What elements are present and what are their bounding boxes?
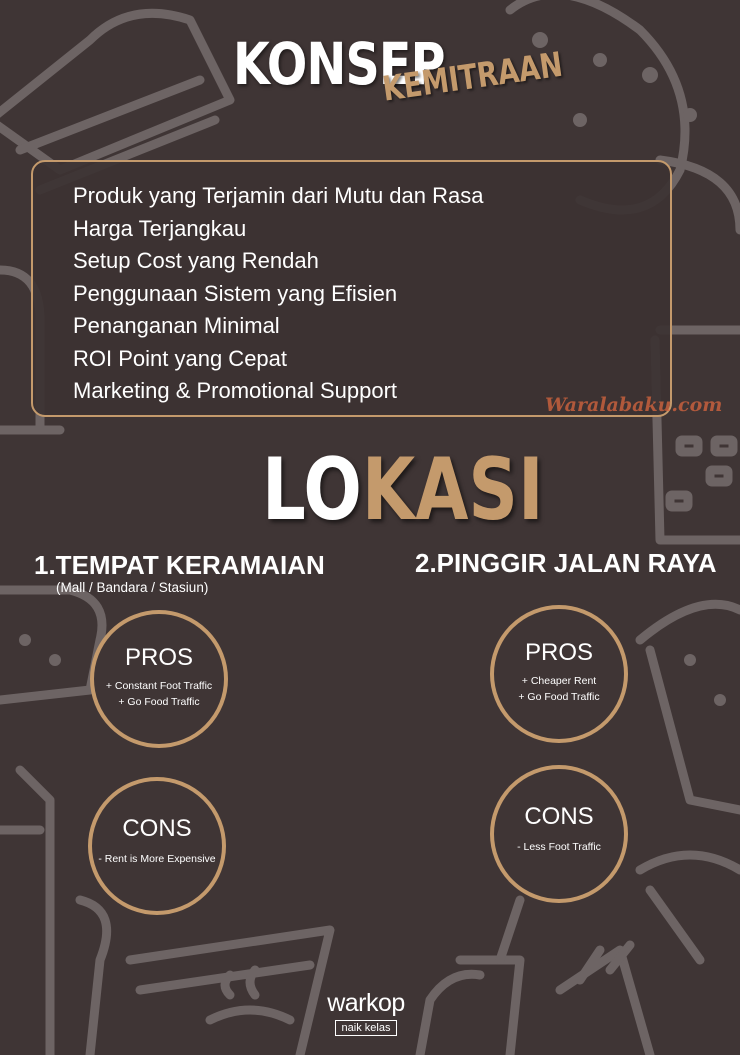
feature-item: ROI Point yang Cepat <box>73 345 288 371</box>
cons-item: - Less Foot Traffic <box>517 841 601 853</box>
kemitraan-subtitle: KEMITRAAN <box>380 44 566 110</box>
lokasi-title-part2: KASI <box>361 440 544 540</box>
lokasi-title-part1: LO <box>262 440 362 540</box>
features-box <box>31 160 672 417</box>
pros-item: + Constant Foot Traffic <box>105 680 213 692</box>
feature-item: Penggunaan Sistem yang Efisien <box>73 280 398 306</box>
cons-title: CONS <box>122 815 192 842</box>
location-2-heading: 2.PINGGIR JALAN RAYA <box>415 548 717 578</box>
features-list <box>73 180 670 408</box>
pros-title: PROS <box>524 639 593 666</box>
watermark: Waralabaku.com <box>545 394 723 416</box>
cons-item: - Rent is More Expensive <box>98 853 216 865</box>
logo-tagline: naik kelas <box>335 1020 398 1036</box>
pros-item: + Cheaper Rent <box>521 675 597 687</box>
pros-title: PROS <box>124 644 193 671</box>
feature-item: Marketing & Promotional Support <box>73 378 398 403</box>
feature-item: Harga Terjangkau <box>73 215 247 241</box>
coffee-cup-doodle <box>210 1010 290 1020</box>
toast-doodle <box>640 604 740 640</box>
location-1-cons-circle <box>88 777 226 915</box>
cake-doodle <box>0 590 102 700</box>
fries-doodle <box>560 950 650 1055</box>
location-2-pros-circle <box>490 605 628 743</box>
muffin-doodle <box>420 974 480 1055</box>
jar-doodle <box>20 770 50 1055</box>
logo-brand: warkop <box>327 989 405 1017</box>
feature-item: Setup Cost yang Rendah <box>73 248 319 273</box>
location-2-cons-circle <box>490 765 628 903</box>
pros-item: + Go Food Traffic <box>118 696 200 708</box>
location-1-subtitle: (Mall / Bandara / Stasiun) <box>56 580 209 595</box>
pros-item: + Go Food Traffic <box>518 691 600 703</box>
warkop-logo <box>311 990 421 1036</box>
feature-item: Penanganan Minimal <box>73 313 280 338</box>
location-1-pros-circle <box>90 610 228 748</box>
location-1-heading: 1.TEMPAT KERAMAIAN <box>34 550 325 580</box>
feature-item: Produk yang Terjamin dari Mutu dan Rasa <box>73 183 484 208</box>
konsep-title: KONSEP <box>233 30 445 98</box>
lokasi-title <box>262 440 544 540</box>
cons-title: CONS <box>524 803 594 830</box>
